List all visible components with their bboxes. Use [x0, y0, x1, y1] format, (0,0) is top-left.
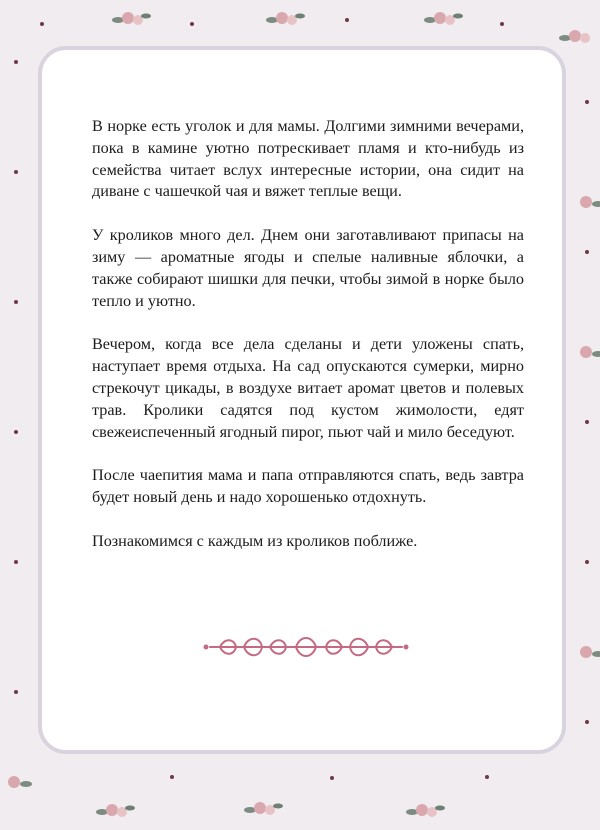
pattern-dot — [14, 690, 18, 694]
pattern-dot — [585, 100, 589, 104]
paragraph: У кроликов много дел. Днем они заготавливают припасы на зиму — ароматные ягоды и спелые наливные яблочки, а также собирают шишки для печки, чтобы зимой в норке было тепло и уютно. — [92, 226, 524, 310]
flower-sprig-icon — [574, 340, 600, 366]
pattern-dot — [585, 720, 589, 724]
flower-sprig-icon — [0, 770, 38, 796]
flower-sprig-icon — [555, 24, 599, 50]
floral-divider-icon — [200, 630, 412, 664]
pattern-dot — [330, 776, 334, 780]
paragraph: Познакомимся с каждым из кроликов поближе. — [92, 531, 418, 550]
flower-sprig-icon — [574, 190, 600, 216]
flower-sprig-icon — [574, 640, 600, 666]
pattern-dot — [14, 170, 18, 174]
pattern-dot — [500, 22, 504, 26]
paragraph: В норке есть уголок и для мамы. Долгими зимними вечерами, пока в камине уютно потрескивает пламя и кто-нибудь из семейства читает вслух интересные истории, она сидит на диване с чашечкой чая и вяжет теплые вещи. — [92, 117, 524, 201]
flower-sprig-icon — [420, 6, 464, 32]
pattern-dot — [40, 22, 44, 26]
pattern-dot — [585, 560, 589, 564]
pattern-dot — [14, 300, 18, 304]
body-text — [92, 116, 524, 575]
flower-sprig-icon — [240, 796, 284, 822]
flower-sprig-icon — [402, 798, 446, 824]
pattern-dot — [14, 430, 18, 434]
pattern-dot — [14, 560, 18, 564]
pattern-dot — [345, 18, 349, 22]
pattern-dot — [170, 775, 174, 779]
pattern-dot — [585, 250, 589, 254]
flower-sprig-icon — [262, 6, 306, 32]
flower-sprig-icon — [108, 6, 152, 32]
flower-sprig-icon — [92, 798, 136, 824]
paragraph: После чаепития мама и папа отправляются спать, ведь завтра будет новый день и надо хорошенько отдохнуть. — [92, 466, 524, 507]
paragraph: Вечером, когда все дела сделаны и дети уложены спать, наступает время отдыха. На сад опускаются сумерки, мирно стрекочут цикады, в воздухе витает аромат цветов и полевых трав. Кролики садятся под кустом жимолости, едят свежеиспеченный ягодный пирог, пьют чай и мило беседуют. — [92, 335, 524, 441]
pattern-dot — [485, 775, 489, 779]
pattern-dot — [14, 60, 18, 64]
pattern-dot — [190, 22, 194, 26]
pattern-dot — [585, 420, 589, 424]
